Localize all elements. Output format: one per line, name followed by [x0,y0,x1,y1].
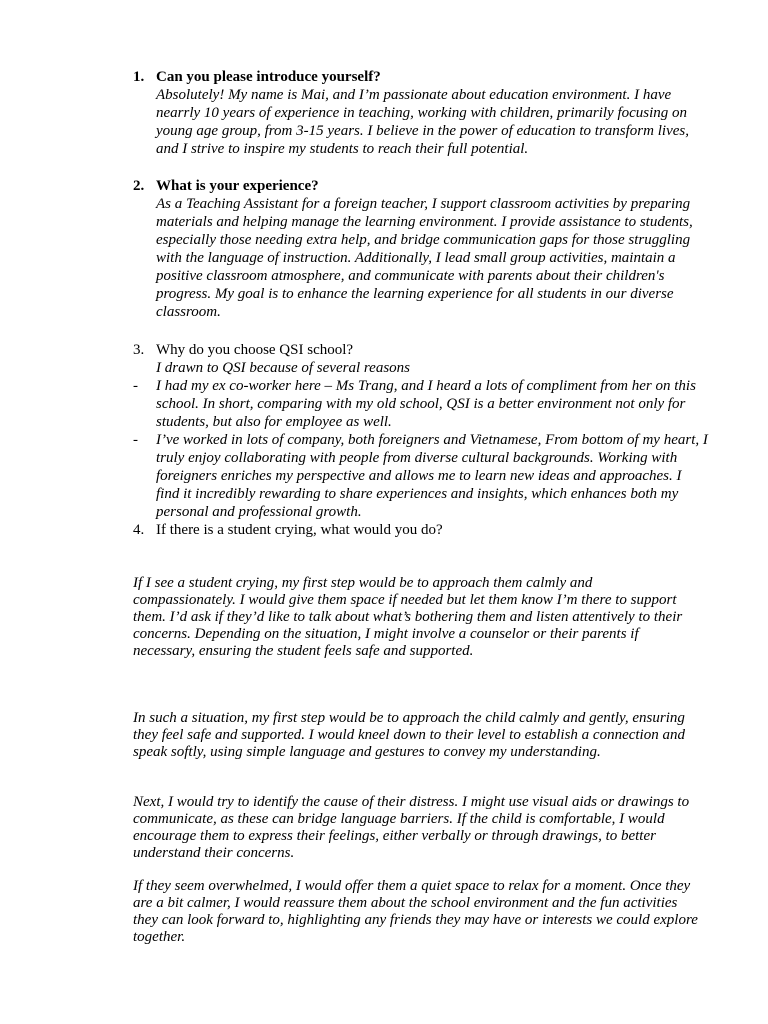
question-number: 3. [133,342,145,358]
question-number: 2. [133,178,145,194]
question-title: If there is a student crying, what would you do? [156,522,443,538]
question-2 [133,177,703,321]
question-title: Why do you choose QSI school? [156,342,354,358]
answer-text: Absolutely! My name is Mai, and I’m passionate about education environment. I have nearrly 10 years of experience in teaching, working with children, primarily focusing on young age group, from 3-15 years. I believe in the power of education to transform lives, and I strive to inspire my students to reach their full potential. [156,87,689,157]
question-title: What is your experience? [156,178,319,194]
list-item-text: I’ve worked in lots of company, both foreigners and Vietnamese, From bottom of my heart, I truly enjoy collaborating with people from diverse cultural backgrounds. Working with foreigners enriches my perspective and allows me to learn new ideas and approaches. I find it incredibly rewarding to share experiences and insights, which enhances both my personal and professional growth. [156,432,708,520]
body-paragraph: If I see a student crying, my first step would be to approach them calmly and compassionately. I would give them space if needed but let them know I’m there to support them. I’d ask if they’d like to talk about what’s bothering them and listen attentively to their concerns. Depending on the situation, I might involve a counselor or their parents if necessary, ensuring the student feels safe and supported. [133,575,683,659]
body-paragraph: In such a situation, my first step would be to approach the child calmly and gently, ensuring they feel safe and supported. I would kneel down to their level to establish a connection and speak softly, using simple language and gestures to convey my understanding. [133,710,685,760]
question-number: 1. [133,69,145,85]
bullet-marker: - [133,432,138,448]
question-1 [133,68,703,158]
list-item-text: I had my ex co-worker here – Ms Trang, and I heard a lots of compliment from her on this school. In short, comparing with my old school, QSI is a better environment not only for students, but also for employee as well. [156,378,696,430]
body-paragraph: Next, I would try to identify the cause of their distress. I might use visual aids or drawings to communicate, as these can bridge language barriers. If the child is comfortable, I would encourage them to express their feelings, either verbally or through drawings, to better understand their concerns. [133,794,690,861]
question-number: 4. [133,522,145,538]
list-item [133,431,708,521]
bullet-marker: - [133,378,138,394]
answer-text: I drawn to QSI because of several reasons [156,360,410,376]
question-3 [133,341,708,539]
body-paragraph: If they seem overwhelmed, I would offer them a quiet space to relax for a moment. Once they are a bit calmer, I would reassure them about the school environment and the fun activities they can look forward to, highlighting any friends they may have or interests we could explore together. [133,878,698,945]
list-item [133,377,708,431]
answer-text: As a Teaching Assistant for a foreign teacher, I support classroom activities by preparing materials and helping manage the learning environment. I provide assistance to students, especially those needing extra help, and bridge communication gaps for those struggling with the language of instruction. Additionally, I lead small group activities, maintain a positive classroom atmosphere, and communicate with parents about their children's progress. My goal is to enhance the learning experience for all students in our diverse classroom. [156,196,693,320]
question-title: Can you please introduce yourself? [156,69,381,85]
reason-list [133,377,708,521]
